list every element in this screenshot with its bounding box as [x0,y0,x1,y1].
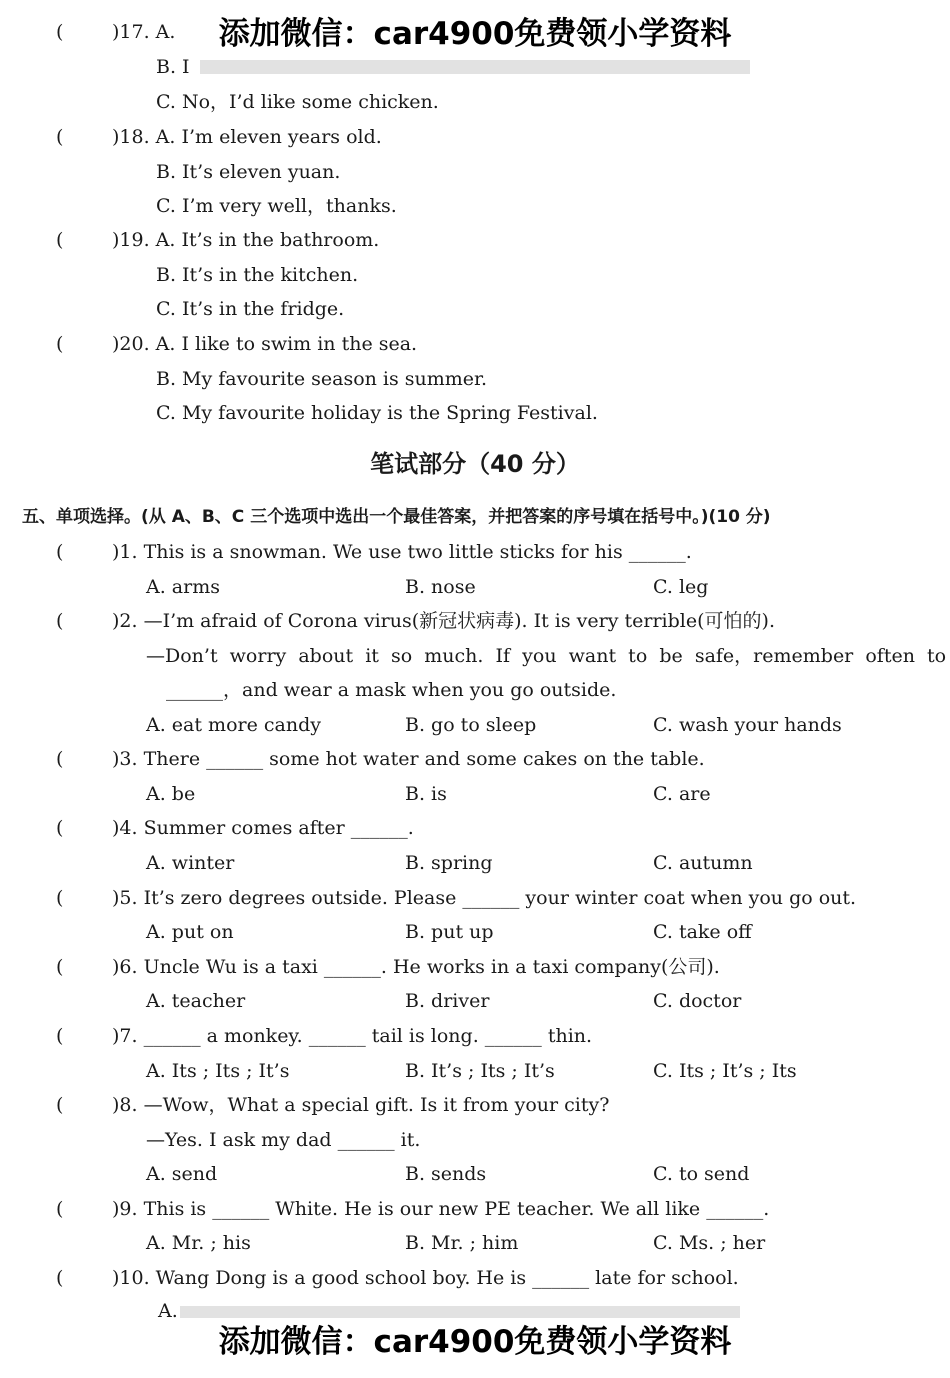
answer-paren-7: ( [56,1025,64,1047]
question-20-b: B. My favourite season is summer. [156,368,488,390]
option-1-c: C. leg [653,576,709,598]
question-5-stem: )5. It’s zero degrees outside. Please ______ your winter coat when you go out. [112,887,857,909]
question-17-c: C. No，I’d like some chicken. [156,91,439,113]
section-title: 笔试部分（40 分） [370,450,580,478]
question-17-a: )17. A. [112,21,176,43]
question-18-c: C. I’m very well，thanks. [156,195,397,217]
option-3-a: A. be [146,783,196,805]
option-10-a: A. [158,1300,178,1322]
question-9-stem: )9. This is ______ White. He is our new PE teacher. We all like ______. [112,1198,770,1220]
question-2-stem-line2: —Don’t worry about it so much. If you want to be safe，remember often to [146,645,947,667]
option-9-c: C. Ms. ; her [653,1232,766,1254]
question-3-stem: )3. There ______ some hot water and some cakes on the table. [112,748,705,770]
option-8-a: A. send [146,1163,218,1185]
option-4-b: B. spring [405,852,493,874]
question-2-stem: )2. —I’m afraid of Corona virus(新冠状病毒). It is very terrible(可怕的). [112,610,775,632]
question-8-stem-line2: —Yes. I ask my dad ______ it. [146,1129,421,1151]
option-1-a: A. arms [146,576,220,598]
question-17-b: B. I [156,56,190,78]
answer-paren-18: ( [56,126,64,148]
option-7-b: B. It’s ; Its ; It’s [405,1060,555,1082]
section-instruction: 五、单项选择。(从 A、B、C 三个选项中选出一个最佳答案，并把答案的序号填在括号中。)(10 分) [22,507,771,527]
question-20-c: C. My favourite holiday is the Spring Festival. [156,402,598,424]
obscured-text [200,60,750,74]
bottom-watermark: 添加微信：car4900免费领小学资料 [218,1324,732,1360]
question-20-a: )20. A. I like to swim in the sea. [112,333,418,355]
question-19-b: B. It’s in the kitchen. [156,264,359,286]
question-18-a: )18. A. I’m eleven years old. [112,126,382,148]
question-8-stem: )8. —Wow，What a special gift. Is it from your city? [112,1094,610,1116]
option-5-b: B. put up [405,921,494,943]
option-8-b: B. sends [405,1163,487,1185]
option-6-c: C. doctor [653,990,742,1012]
answer-paren-20: ( [56,333,64,355]
option-4-a: A. winter [146,852,235,874]
option-5-c: C. take off [653,921,752,943]
question-2-stem-line3: ______，and wear a mask when you go outside. [166,679,617,701]
answer-paren-2: ( [56,610,64,632]
answer-paren-19: ( [56,229,64,251]
option-6-b: B. driver [405,990,490,1012]
question-19-c: C. It’s in the fridge. [156,298,345,320]
option-5-a: A. put on [146,921,234,943]
option-9-a: A. Mr. ; his [146,1232,251,1254]
answer-paren-8: ( [56,1094,64,1116]
answer-paren-6: ( [56,956,64,978]
top-watermark: 添加微信：car4900免费领小学资料 [218,16,732,52]
answer-paren-4: ( [56,817,64,839]
question-6-stem: )6. Uncle Wu is a taxi ______. He works in a taxi company(公司). [112,956,720,978]
answer-paren-17: ( [56,21,64,43]
option-1-b: B. nose [405,576,476,598]
answer-paren-5: ( [56,887,64,909]
answer-paren-1: ( [56,541,64,563]
option-9-b: B. Mr. ; him [405,1232,519,1254]
question-18-b: B. It’s eleven yuan. [156,161,341,183]
answer-paren-3: ( [56,748,64,770]
option-3-c: C. are [653,783,711,805]
option-3-b: B. is [405,783,447,805]
option-8-c: C. to send [653,1163,750,1185]
question-19-a: )19. A. It’s in the bathroom. [112,229,380,251]
option-7-a: A. Its ; Its ; It’s [146,1060,290,1082]
question-4-stem: )4. Summer comes after ______. [112,817,414,839]
option-2-a: A. eat more candy [146,714,321,736]
option-2-b: B. go to sleep [405,714,537,736]
question-10-stem: )10. Wang Dong is a good school boy. He is ______ late for school. [112,1267,739,1289]
option-2-c: C. wash your hands [653,714,842,736]
option-7-c: C. Its ; It’s ; Its [653,1060,797,1082]
answer-paren-9: ( [56,1198,64,1220]
question-1-stem: )1. This is a snowman. We use two little sticks for his ______. [112,541,692,563]
answer-paren-10: ( [56,1267,64,1289]
obscured-text [180,1306,740,1318]
option-6-a: A. teacher [146,990,246,1012]
question-7-stem: )7. ______ a monkey. ______ tail is long. ______ thin. [112,1025,593,1047]
option-4-c: C. autumn [653,852,753,874]
